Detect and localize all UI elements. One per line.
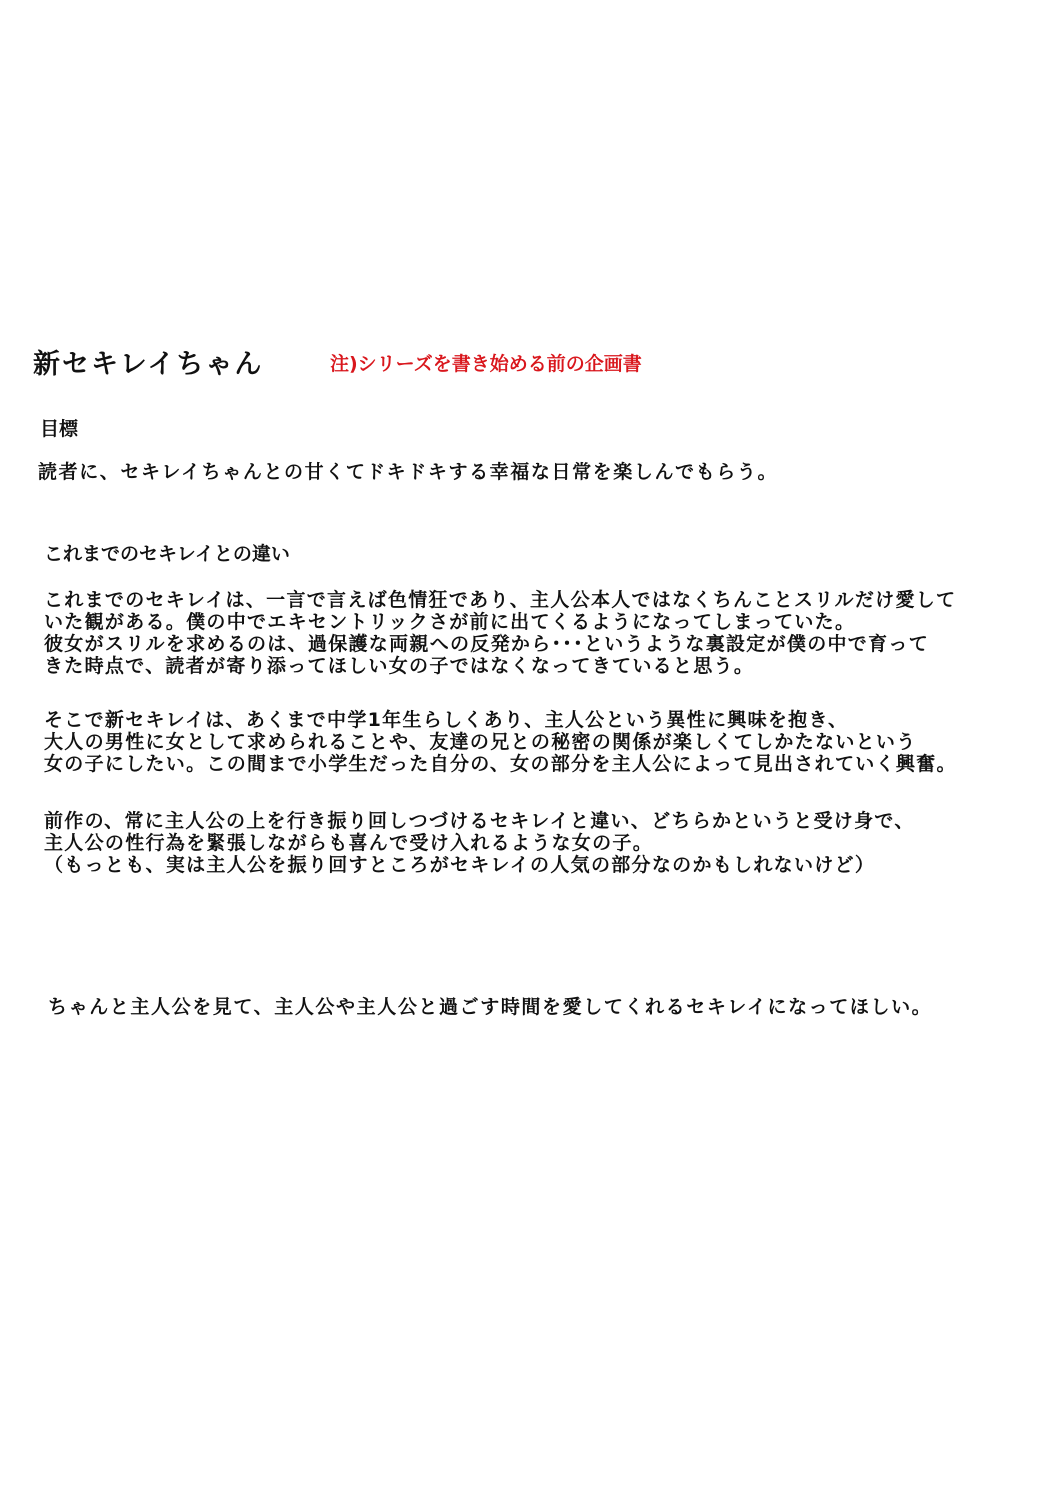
difference-paragraph-2	[44, 709, 957, 775]
page-title: 新セキレイちゃん	[33, 349, 264, 380]
planning-note: 注)シリーズを書き始める前の企画書	[330, 353, 642, 375]
difference-paragraph-3	[44, 810, 915, 876]
paragraph-line: これまでのセキレイは、一言で言えば色情狂であり、主人公本人ではなくちんことスリルだけ愛して	[44, 589, 957, 611]
paragraph-line: 前作の、常に主人公の上を行き振り回しつづけるセキレイと違い、どちらかというと受け身で、	[44, 810, 915, 832]
paragraph-line: 大人の男性に女として求められることや、友達の兄との秘密の関係が楽しくてしかたないという	[44, 731, 917, 753]
paragraph-line: 主人公の性行為を緊張しながらも喜んで受け入れるような女の子。	[44, 832, 654, 854]
paragraph-line: 女の子にしたい。この間まで小学生だった自分の、女の部分を主人公によって見出されていく興奮。	[44, 753, 957, 775]
paragraph-line: きた時点で、読者が寄り添ってほしい女の子ではなくなってきていると思う。	[44, 655, 755, 677]
goal-heading: 目標	[40, 418, 79, 440]
paragraph-line: いた観がある。僕の中でエキセントリックさが前に出てくるようになってしまっていた。	[44, 611, 856, 633]
closing-statement: ちゃんと主人公を見て、主人公や主人公と過ごす時間を愛してくれるセキレイになってほしい。	[48, 996, 933, 1018]
paragraph-line: （もっとも、実は主人公を振り回すところがセキレイの人気の部分なのかもしれないけど）	[44, 854, 876, 876]
difference-paragraph-1	[44, 589, 956, 677]
goal-text: 読者に、セキレイちゃんとの甘くてドキドキする幸福な日常を楽しんでもらう。	[38, 461, 779, 483]
paragraph-line: 彼女がスリルを求めるのは、過保護な両親への反発から･･･というような裏設定が僕の中で育って	[44, 633, 930, 655]
difference-heading: これまでのセキレイとの違い	[44, 543, 290, 565]
paragraph-line: そこで新セキレイは、あくまで中学1年生らしくあり、主人公という異性に興味を抱き、	[44, 709, 849, 731]
